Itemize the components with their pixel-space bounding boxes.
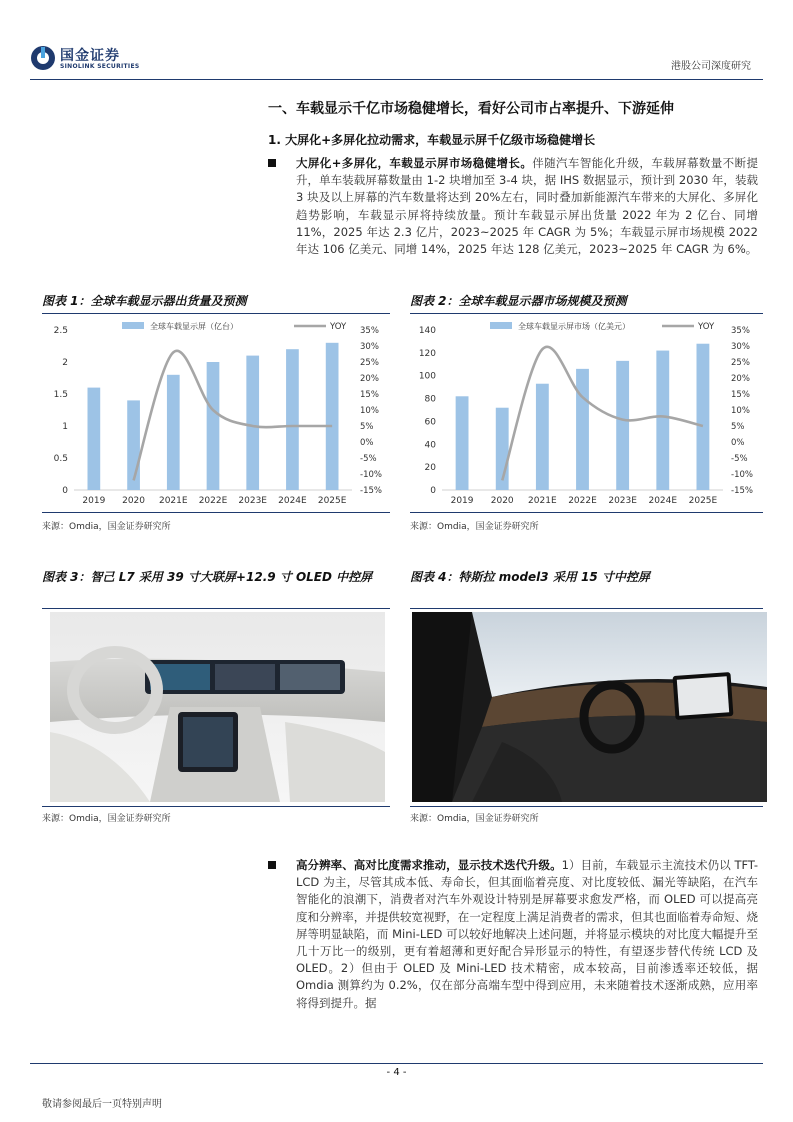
bar	[656, 351, 669, 490]
y-right-tick-label: 20%	[731, 374, 750, 384]
x-tick-label: 2022E	[198, 496, 228, 506]
y-right-tick-label: -5%	[731, 454, 748, 464]
figure-2-rule	[410, 313, 763, 314]
y-right-tick-label: 35%	[731, 326, 750, 336]
figure-4-source: 来源：Omdia，国金证券研究所	[410, 814, 539, 824]
paragraph-2	[268, 857, 758, 1012]
figure-3-rule	[42, 608, 390, 609]
figure-3-source: 来源：Omdia，国金证券研究所	[42, 814, 171, 824]
legend-line-label: YOY	[698, 322, 715, 332]
y-left-tick-label: 2.5	[53, 326, 68, 336]
figure-1-rule	[42, 313, 390, 314]
figure-1-source: 来源：Omdia，国金证券研究所	[42, 522, 171, 532]
bullet-square-icon	[268, 159, 276, 167]
bar	[207, 362, 220, 490]
y-left-tick-label: 1.5	[53, 390, 68, 400]
y-right-tick-label: -10%	[360, 470, 382, 480]
paragraph-1-text	[296, 155, 758, 258]
bar	[167, 375, 180, 490]
section-title: 一、车载显示千亿市场稳健增长，看好公司市占率提升、下游延伸	[268, 101, 674, 117]
legend-bar-swatch	[490, 322, 512, 329]
x-tick-label: 2021E	[158, 496, 188, 506]
bullet-square-icon	[268, 861, 276, 869]
y-left-tick-label: 60	[424, 417, 436, 428]
legend-bar-label: 全球车载显示屏市场（亿美元）	[518, 322, 630, 331]
y-left-tick-label: 40	[424, 440, 436, 451]
footer-divider	[30, 1063, 763, 1064]
figure-4-bottom-rule	[410, 806, 763, 807]
x-tick-label: 2025E	[317, 496, 347, 506]
x-tick-label: 2020	[122, 496, 146, 506]
chart-1	[42, 316, 392, 510]
y-right-tick-label: 25%	[360, 358, 379, 368]
y-right-tick-label: 30%	[360, 342, 379, 352]
section-subtitle: 1. 大屏化+多屏化拉动需求，车载显示屏千亿级市场稳健增长	[268, 133, 596, 147]
y-left-tick-label: 1	[62, 422, 68, 432]
legend-bar-label: 全球车载显示屏（亿台）	[150, 322, 238, 331]
yoy-line	[502, 347, 703, 481]
paragraph-2-lead: 高分辨率、高对比度需求推动，显示技术迭代升级。	[296, 858, 562, 872]
chart-2	[410, 316, 763, 510]
x-tick-label: 2021E	[528, 496, 557, 506]
logo-icon	[30, 45, 56, 71]
x-tick-label: 2020	[490, 496, 514, 506]
figure-3-bottom-rule	[42, 806, 390, 807]
figure-2-bottom-rule	[410, 512, 763, 513]
im-l7-interior-photo	[50, 612, 385, 802]
page-header	[0, 0, 793, 84]
x-tick-label: 2019	[82, 496, 106, 506]
paragraph-1-body: 伴随汽车智能化升级，车载屏幕数量不断提升，单车装载屏幕数量由 1-2 块增加至 3-4 块，据 IHS 数据显示，预计到 2030 年，装载 3 块及以上屏幕的汽车数量将达到 20%左右，同时叠加新能源汽车带来的大屏化、多屏化趋势影响，车载显示屏将持续放量。预计车载显示屏出货量 2022 年为 2 亿台、同增 11%，2025 年达 2.3 亿片，2023~2025 年 CAGR 为 5%；车载显示屏市场规模 2022 年达 106 亿美元、同增 14%，2025 年达 128 亿美元，2023~2025 年 CAGR 为 6%。	[296, 156, 758, 257]
y-left-tick-label: 2	[62, 358, 68, 368]
y-left-tick-label: 140	[418, 326, 436, 336]
y-right-tick-label: 5%	[360, 422, 374, 432]
brand-name-en: SINOLINK SECURITIES	[60, 63, 140, 70]
x-tick-label: 2025E	[688, 496, 718, 506]
figure-2-source: 来源：Omdia，国金证券研究所	[410, 522, 539, 532]
y-right-tick-label: 0%	[731, 438, 745, 448]
y-right-tick-label: 15%	[731, 390, 750, 400]
y-left-tick-label: 0.5	[53, 454, 68, 464]
header-divider	[30, 79, 763, 80]
y-left-tick-label: 20	[424, 463, 436, 474]
bar	[286, 349, 299, 490]
yoy-line	[134, 351, 333, 481]
bar	[536, 384, 549, 490]
y-left-tick-label: 0	[430, 486, 436, 496]
y-right-tick-label: 10%	[360, 406, 379, 416]
page-number: - 4 -	[386, 1067, 407, 1078]
figure-1-title: 图表 1：全球车载显示器出货量及预测	[42, 294, 247, 308]
y-right-tick-label: -15%	[360, 486, 382, 496]
figure-4-title: 图表 4：特斯拉 model3 采用 15 寸中控屏	[410, 570, 650, 584]
legend-bar-swatch	[122, 322, 144, 329]
bar	[326, 343, 339, 490]
y-right-tick-label: 20%	[360, 374, 379, 384]
bar	[616, 361, 629, 490]
y-right-tick-label: 15%	[360, 390, 379, 400]
y-left-tick-label: 80	[424, 394, 436, 405]
brand-name-cn: 国金证券	[60, 48, 120, 64]
bar	[246, 356, 259, 490]
y-right-tick-label: 0%	[360, 438, 374, 448]
brand-logo	[30, 45, 150, 75]
bar	[697, 344, 710, 490]
y-left-tick-label: 0	[62, 486, 68, 496]
model3-interior-photo	[412, 612, 767, 802]
y-right-tick-label: 25%	[731, 358, 750, 368]
y-right-tick-label: -10%	[731, 470, 753, 480]
report-type: 港股公司深度研究	[671, 61, 751, 72]
paragraph-2-text	[296, 857, 758, 1012]
figure-2-title: 图表 2：全球车载显示器市场规模及预测	[410, 294, 627, 308]
footer-disclaimer: 敬请参阅最后一页特别声明	[42, 1099, 162, 1110]
y-right-tick-label: -15%	[731, 486, 753, 496]
figure-1-bottom-rule	[42, 512, 390, 513]
paragraph-1-lead: 大屏化+多屏化，车载显示屏市场稳健增长。	[296, 156, 533, 170]
x-tick-label: 2022E	[568, 496, 597, 506]
x-tick-label: 2024E	[648, 496, 678, 506]
figure-4-rule	[410, 608, 763, 609]
legend-line-label: YOY	[330, 322, 347, 332]
y-left-tick-label: 100	[418, 371, 436, 382]
x-tick-label: 2024E	[278, 496, 307, 506]
bar	[88, 388, 101, 490]
y-right-tick-label: 35%	[360, 326, 379, 336]
bar	[576, 369, 589, 490]
y-right-tick-label: 10%	[731, 406, 750, 416]
paragraph-1	[268, 155, 758, 258]
x-tick-label: 2023E	[238, 496, 268, 506]
y-left-tick-label: 120	[418, 348, 436, 359]
x-tick-label: 2019	[450, 496, 474, 506]
x-tick-label: 2023E	[608, 496, 637, 506]
y-right-tick-label: 5%	[731, 422, 745, 432]
y-right-tick-label: 30%	[731, 342, 750, 352]
bar	[456, 396, 469, 490]
figure-3-title: 图表 3：智己 L7 采用 39 寸大联屏+12.9 寸 OLED 中控屏	[42, 570, 373, 584]
paragraph-2-body: 1）目前，车载显示主流技术仍以 TFT-LCD 为主，尽管其成本低、寿命长，但其面临着亮度、对比度较低、漏光等缺陷，在汽车智能化的浪潮下，消费者对汽车外观设计特别是屏幕要求愈发严格，而 OLED 可以提高亮度和分辨率，并提供较宽视野，在一定程度上满足消费者的需求，但其也面临着寿命短、烧屏等明显缺陷，而 Mini-LED 可以较好地解决上述问题，并将显示模块的对比度大幅提升至几十万比一的级别，更有着超薄和更好配合异形显示的特性，有望逐步替代传统 LCD 及 OLED。2）但由于 OLED 及 Mini-LED 技术精密，成本较高，目前渗透率还较低，据 Omdia 测算约为 0.2%，仅在部分高端车型中得到应用，未来随着技术逐渐成熟，应用率将得到提升。据	[296, 858, 759, 1010]
y-right-tick-label: -5%	[360, 454, 377, 464]
